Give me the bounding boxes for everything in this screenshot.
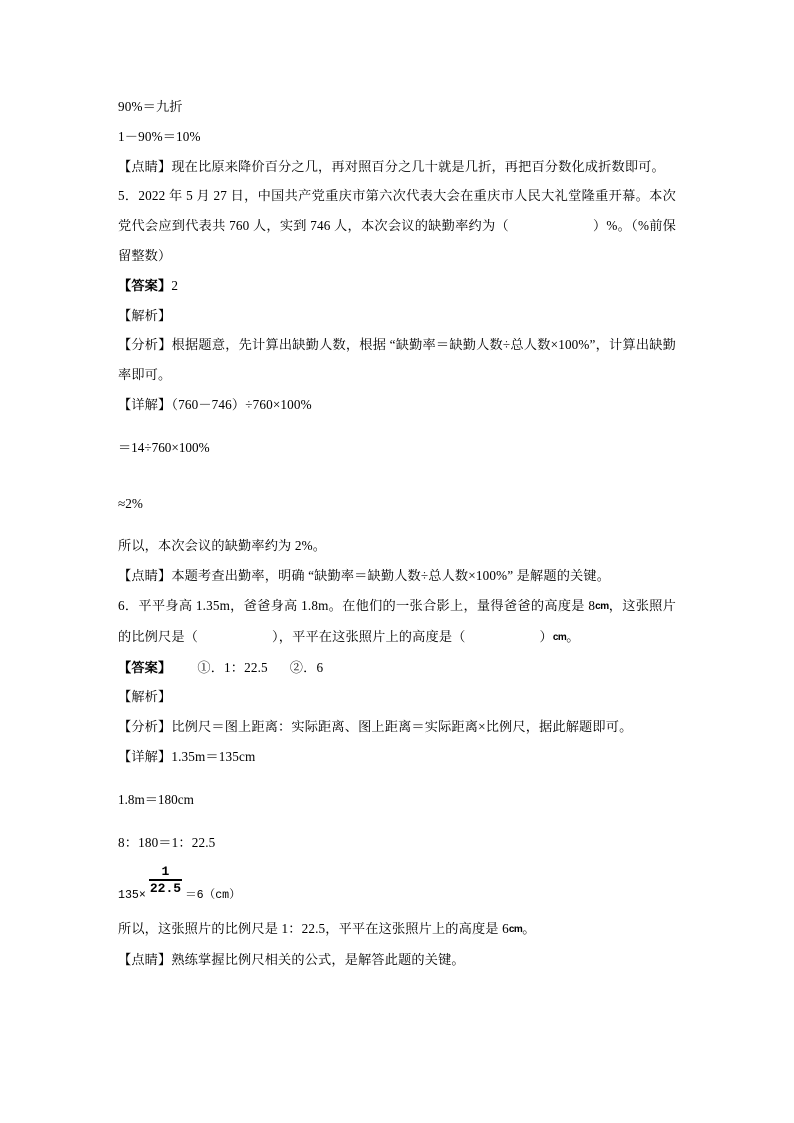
question-5-answer-value: 2: [171, 277, 179, 293]
question-6-stem-part-c: ），平平在这张照片上的高度是（: [272, 628, 466, 644]
question-6-answer-value-1: ①．1：22.5: [197, 659, 268, 675]
question-6-conclusion-part-b: 。: [522, 921, 536, 937]
question-5-xiangjie: 【详解】（760－746）÷760×100%: [118, 396, 312, 412]
question-6-conclusion: [118, 914, 676, 945]
question-6-stem-part-e: 。: [566, 628, 580, 644]
question-6-conclusion-part-a: 所以，这张照片的比例尺是 1：22.5，平平在这张照片上的高度是 6: [118, 921, 509, 937]
question-6-equation-2: 8：180＝1：22.5: [118, 834, 216, 850]
question-5-conclusion: 所以，本次会议的缺勤率约为 2%。: [118, 538, 327, 554]
fraction-suffix: ＝6（cm）: [185, 889, 241, 903]
answer-label: 【答案】: [118, 659, 172, 675]
question-6-fenxi: 【分析】比例尺＝图上距离：实际距离、图上距离＝实际距离×比例尺，据此解题即可。: [118, 719, 633, 735]
question-6-equation-1: 1.8m＝180cm: [118, 791, 194, 807]
question-6-stem-part-a: 6．平平身高 1.35m，爸爸身高 1.8m。在他们的一张合影上，量得爸爸的高度是 8: [118, 597, 596, 613]
question-5-stem: [118, 181, 676, 270]
question-5-jiexi-label: 【解析】: [118, 307, 172, 323]
question-5-equation-2: ≈2%: [118, 495, 143, 511]
unit-cm-icon-3: cm: [508, 924, 523, 936]
text-line-1-minus-90-percent: 1－90%＝10%: [118, 128, 201, 144]
fraction-denominator: 22.5: [149, 881, 182, 897]
question-5-dianjing: 【点睛】本题考查出勤率，明确 “缺勤率＝缺勤人数÷总人数×100%” 是解题的关键。: [118, 568, 611, 584]
fraction-numerator: 1: [161, 864, 170, 880]
question-6-dianjing: 【点睛】熟练掌握比例尺相关的公式，是解答此题的关键。: [118, 952, 465, 968]
question-6-answer-value-2: ②．6: [289, 659, 324, 675]
fraction-prefix: 135×: [118, 889, 146, 903]
question-6-stem-part-d: ）: [539, 628, 553, 644]
question-5-answer-row: [118, 271, 676, 301]
question-6-fraction-equation: [118, 857, 676, 914]
question-6-answer-row: [118, 653, 676, 683]
question-5-stem-part-a: 5．2022 年 5 月 27 日，中国共产党重庆市第六次代表大会在重庆市人民大礼堂隆重开幕。本次党代会应到代表共 760 人，实到 746 人，本次会议的缺勤率约为（: [118, 188, 676, 234]
unit-cm-icon-2: cm: [552, 631, 567, 643]
question-6-stem: [118, 591, 676, 653]
question-5-equation-1: ＝14÷760×100%: [118, 439, 210, 455]
question-5-stem-part-b: ）%。（%前保留整数）: [118, 218, 677, 263]
answer-label: 【答案】: [118, 277, 172, 293]
text-line-q4-dianjing: 【点睛】现在比原来降价百分之几，再对照百分之几十就是几折，再把百分数化成折数即可。: [118, 158, 665, 174]
text-line-90-percent: 90%＝九折: [118, 99, 183, 114]
question-5-fenxi: 【分析】根据题意，先计算出缺勤人数，根据 “缺勤率＝缺勤人数÷总人数×100%”，计算出缺勤率即可。: [118, 337, 676, 383]
document-content: [118, 92, 676, 975]
question-6-jiexi-label: 【解析】: [118, 689, 172, 705]
fraction: [149, 864, 182, 897]
question-6-xiangjie: 【详解】1.35m＝135cm: [118, 748, 256, 764]
unit-cm-icon-1: cm: [595, 600, 609, 612]
question-6-stem-part-b: ，这张照片的比例尺是（: [118, 597, 677, 644]
